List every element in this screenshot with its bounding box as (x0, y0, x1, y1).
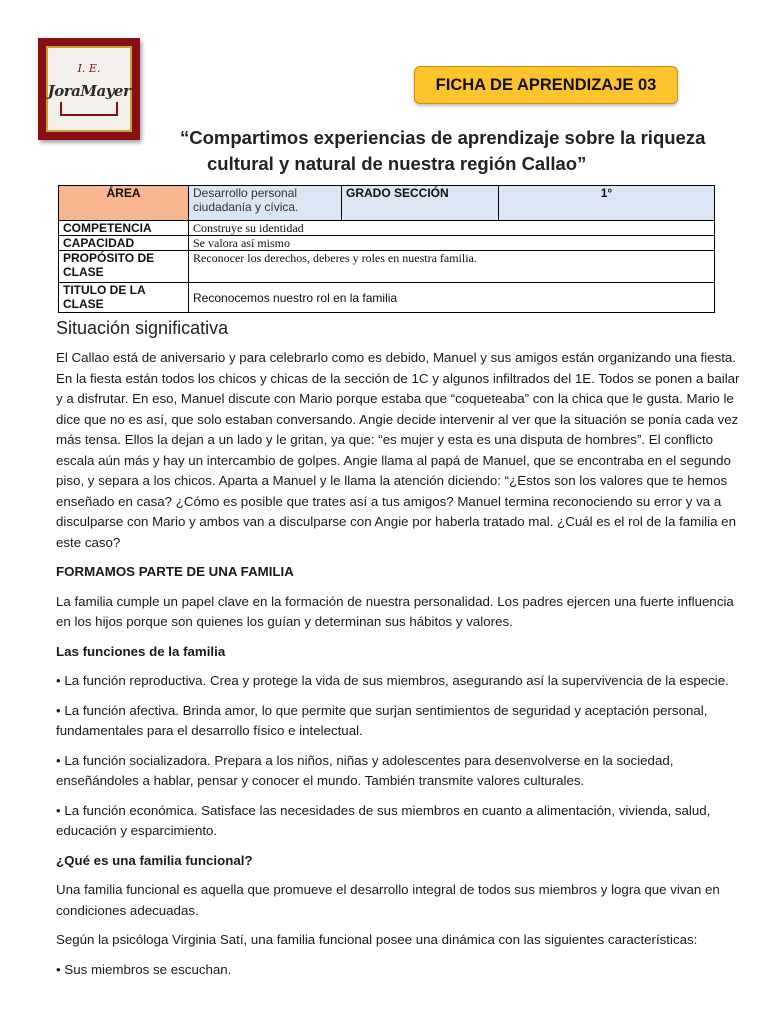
logo-name: JoraMayer (47, 82, 131, 100)
document-body (56, 348, 746, 989)
caracteristica-item: • Sus miembros se escuchan. (56, 961, 232, 977)
grado-label: GRADO SECCIÓN (342, 186, 499, 221)
class-info-table (58, 185, 715, 313)
area-value: Desarrollo personal ciudadanía y cívica. (189, 186, 342, 221)
proposito-value: Reconocer los derechos, deberes y roles en nuestra familia. (189, 251, 715, 283)
title-line-1: “Compartimos experiencias de aprendizaje sobre la riqueza (180, 127, 706, 148)
formamos-heading: FORMAMOS PARTE DE UNA FAMILIA (56, 564, 294, 579)
funciones-heading: Las funciones de la familia (56, 643, 226, 659)
situacion-paragraph: El Callao está de aniversario y para celebrarlo como es debido, Manuel y sus amigos están organizando una fiesta. En la fiesta están todos los chicos y chicas de la sección de 1C y algunos infiltrados del 1E. Todos se ponen a bailar y a disfrutar. En eso, Manuel discute con Mario porque estaba que “coqueteaba” con la chica que le gusta. Mario le dice que no es así, que solo estaban conversando. Angie decide intervenir al ver que la situación se ponía cada vez más tensa. Ellos la dejan a un lado y le gritan, ya que: “es mujer y esta es una disputa de hombres”. El conflicto escala aún más y hay un intercambio de golpes. Angie llama al papá de Manuel, que se encontraba en el segundo piso, y separa a los chicos. Aparta a Manuel y le llama la atención diciendo: “¿Estos son los valores que te hemos enseñado en casa? ¿Cómo es posible que trates así a tus amigos? Manuel termina reconociendo su error y va a disculparse con Mario y ambos van a disculparse con Angie por haberla tratado mal. ¿Cuál es el rol de la familia en este caso? (56, 350, 740, 550)
competencia-value: Construye su identidad (189, 221, 715, 236)
book-icon (60, 102, 118, 116)
capacidad-value: Se valora así mismo (189, 236, 715, 251)
page-title (180, 125, 740, 177)
funcion-item: • La función económica. Satisface las necesidades de sus miembros en cuanto a alimentación, vivienda, salud, educación y esparcimiento. (56, 802, 711, 838)
titulo-value: Reconocemos nuestro rol en la familia (189, 283, 715, 313)
title-line-2: cultural y natural de nuestra región Callao” (207, 153, 587, 174)
funcion-item: • La función socializadora. Prepara a los niños, niñas y adolescentes para desenvolverse en la sociedad, enseñándoles a hablar, pensar y conocer el mundo. También transmite valores culturales. (56, 752, 674, 788)
proposito-label: PROPÓSITO DE CLASE (59, 251, 189, 283)
satir-paragraph: Según la psicóloga Virginia Satí, una familia funcional posee una dinámica con las siguientes características: (56, 932, 698, 947)
section-heading: Situación significativa (56, 318, 229, 338)
titulo-label: TITULO DE LA CLASE (59, 283, 189, 313)
funcion-item: • La función afectiva. Brinda amor, lo que permite que surjan sentimientos de seguridad y aceptación personal, fundamentales para el desarrollo físico e intelectual. (56, 702, 708, 738)
formamos-paragraph: La familia cumple un papel clave en la formación de nuestra personalidad. Los padres ejercen una fuerte influencia en los hijos porque son quienes los guían y determinan sus hábitos y valores. (56, 593, 734, 629)
worksheet-badge: FICHA DE APRENDIZAJE 03 (414, 66, 678, 104)
logo-initials: I. E. (77, 62, 101, 75)
school-logo (38, 38, 140, 140)
area-label: ÁREA (59, 186, 189, 221)
funcion-item: • La función reproductiva. Crea y protege la vida de sus miembros, asegurando así la supervivencia de la especie. (56, 673, 729, 688)
funcional-heading: ¿Qué es una familia funcional? (56, 852, 253, 868)
funcional-paragraph: Una familia funcional es aquella que promueve el desarrollo integral de todos sus miembros y logra que vivan en condiciones adecuadas. (56, 882, 720, 918)
competencia-label: COMPETENCIA (59, 221, 189, 236)
logo-emblem (46, 46, 132, 132)
grado-value: 1° (499, 186, 715, 221)
capacidad-label: CAPACIDAD (59, 236, 189, 251)
